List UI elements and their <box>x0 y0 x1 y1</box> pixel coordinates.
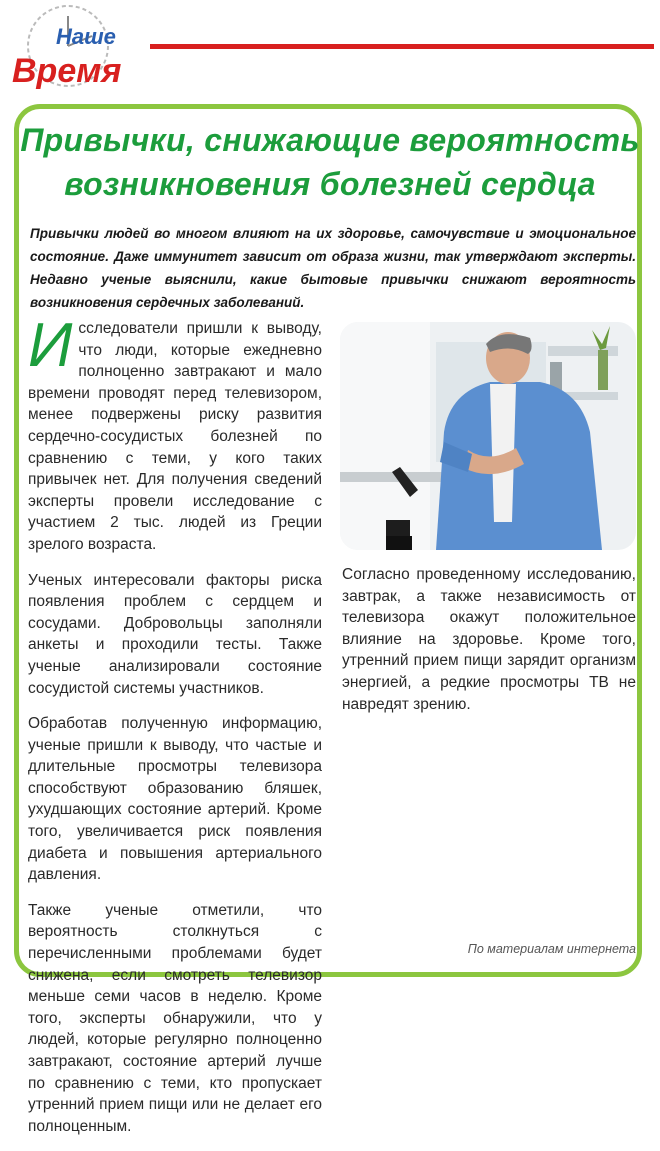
newspaper-logo <box>6 2 136 94</box>
article-column-right <box>342 564 636 729</box>
source-credit: По материалам интернета <box>467 942 636 956</box>
article-title: Привычки, снижающие вероятность возникновения болезней сердца <box>20 122 640 202</box>
article-photo <box>340 322 636 550</box>
paragraph-4: Также ученые отметили, что вероятность столкнуться с перечисленными проблемами будет снижена, если смотреть телевизор меньше семи часов в неделю. Кроме того, эксперты обнаружили, что у людей, которые регулярно полноценно завтракают, состояние артерий лучше по сравнению с теми, кто пропускает утренний прием пищи или не делает его полноценным. <box>28 901 322 1135</box>
paragraph-5: Согласно проведенному исследованию, завтрак, а также независимость от телевизора окажут положительное влияние на здоровье. Кроме того, утренний прием пищи зарядит организм энергией, а редкие просмотры ТВ не навредят зрению. <box>342 566 636 713</box>
logo-word-1: Наше <box>56 24 116 49</box>
article-column-left <box>28 311 322 1151</box>
drop-cap: И <box>28 311 73 380</box>
paragraph-1-text: сследователи пришли к выводу, что люди, которые ежедневно полноценно завтракают и мало времени проводят перед телевизором, менее подвержены риску развития сердечно-сосудистых болезней по сравнению с теми, у кого таких привычек нет. Для получения сведений эксперты провели исследование с участием 2 тыс. людей из Греции зрелого возраста. <box>28 320 322 553</box>
man-holding-chest-illustration <box>340 322 636 550</box>
logo-word-2: Время <box>12 52 122 90</box>
header-red-rule <box>150 44 654 49</box>
paragraph-3: Обработав полученную информацию, ученые пришли к выводу, что частые и длительные просмотры телевизора способствуют образованию бляшек, ухудшающих состояние артерий. Кроме того, увеличивается риск появления диабета и повышения артериального давления. <box>28 715 322 884</box>
paragraph-1 <box>28 311 322 556</box>
article-lead: Привычки людей во многом влияют на их здоровье, самочувствие и эмоциональное состояние. Даже иммунитет зависит от образа жизни, так утверждают эксперты. Недавно ученые выяснили, какие бытовые привычки снижают вероятность возникновения сердечных заболеваний. <box>30 226 636 310</box>
paragraph-2: Ученых интересовали факторы риска появления проблем с сердцем и сосудами. Добровольцы заполняли анкеты и проходили тесты. Также ученые анализировали состояние сосудистой системы участников. <box>28 571 322 697</box>
